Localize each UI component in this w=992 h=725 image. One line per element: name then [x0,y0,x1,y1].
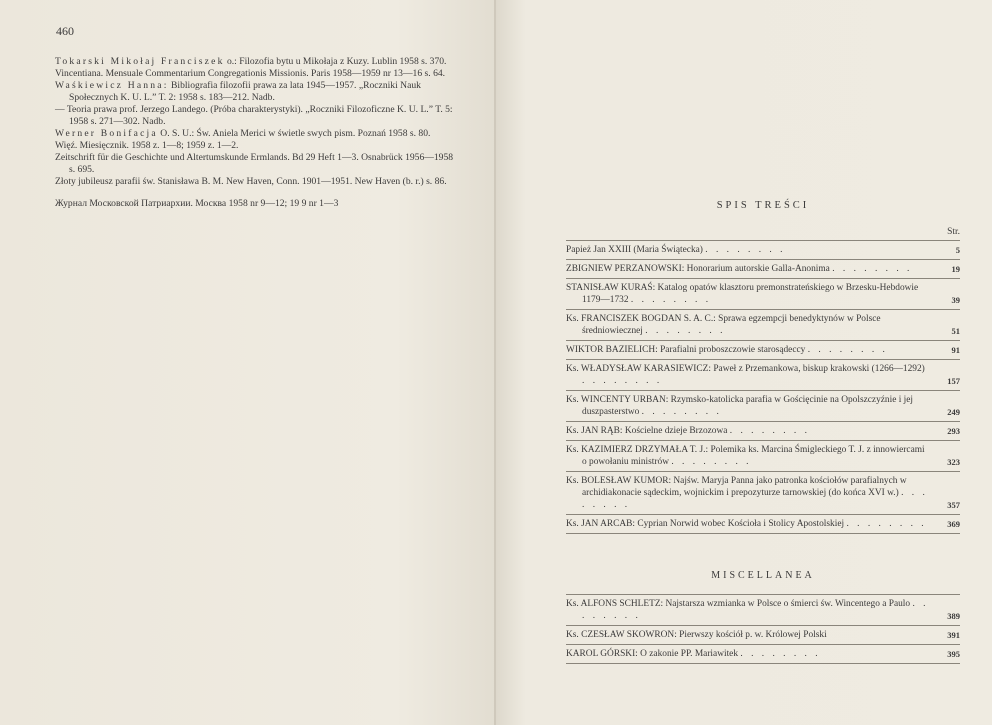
toc-page-number: 357 [947,500,960,510]
toc-entry-title: Ks. CZESŁAW SKOWRON: Pierwszy kościół p. w. Królowej Polski [566,630,827,640]
bibliography-entry [55,176,455,188]
dot-leader: . . . . . . . . [582,599,929,621]
dot-leader: . . . . . . . . [582,376,663,386]
toc-entry-title: ZBIGNIEW PERZANOWSKI: Honorarium autorskie Galla-Anonima [566,264,830,274]
toc-entry-title: Papież Jan XXIII (Maria Świątecka) [566,245,703,255]
toc-page-number: 91 [951,345,960,355]
toc-entry-title: Ks. FRANCISZEK BOGDAN S. A. C.: Sprawa egzempcji benedyktynów w Polsce średniowiecznej [566,314,881,336]
bibliography-entry [55,68,455,80]
toc-entry [566,595,960,626]
toc-page-number: 391 [947,630,960,640]
dot-leader: . . . . . . . . [671,457,752,467]
entry-text: Bibliografia filozofii prawa za lata 1945—1957. „Roczniki Nauk Społecznych K. U. L.” T. 2: 1958 s. 183—212. Nadb. [69,80,421,103]
entry-text: Złoty jubileusz parafii św. Stanisława B. M. New Haven, Conn. 1901—1951. New Haven (b. r.) s. 86. [55,176,447,187]
bibliography-entry [55,104,455,128]
dot-leader: . . . . . . . . [641,407,722,417]
toc-entry-title: Ks. WINCENTY URBAN: Rzymsko-katolicka parafia w Gościęcinie na Opolszczyźnie i jej duszpasterstwo [566,395,914,417]
toc-entry-title: Ks. WŁADYSŁAW KARASIEWICZ: Paweł z Przemankowa, biskup krakowski (1266—1292) [566,364,925,374]
toc-heading: SPIS TREŚCI [716,200,810,211]
toc-entry-title: Ks. KAZIMIERZ DRZYMAŁA T. J.: Polemika ks. Marcina Śmigleckiego T. J. z innowiercami o powołaniu ministrów [566,445,925,467]
entry-author: Werner Bonifacja [55,128,158,139]
toc-entry [566,241,960,260]
dot-leader: . . . . . . . . [582,488,928,510]
miscellanea-heading: MISCELLANEA [711,570,815,581]
toc-page-number: 51 [951,326,960,336]
toc-page-number: 5 [955,245,960,255]
page-number: 460 [56,24,74,38]
table-of-contents [566,200,960,664]
page-column-label: Str. [947,227,960,237]
toc-page-number: 157 [947,376,960,386]
toc-entry-title: KAROL GÓRSKI: O zakonie PP. Mariawitek [566,649,739,659]
toc-entry-title: WIKTOR BAZIELICH: Parafialni proboszczowie starosądeccy [566,345,806,355]
toc-entry [566,279,960,310]
bibliography-entry [55,80,455,104]
toc-page-number: 39 [951,295,960,305]
dot-leader: . . . . . . . . [832,264,913,274]
dot-leader: . . . . . . . . [740,649,821,659]
dot-leader: . . . . . . . . [846,519,927,529]
toc-page-number: 293 [947,426,960,436]
toc-page-number: 323 [947,457,960,467]
toc-page-number: 395 [947,649,960,659]
toc-entry [566,391,960,422]
dot-leader: . . . . . . . . [807,345,888,355]
toc-entry [566,441,960,472]
bibliography-entry [55,152,455,176]
toc-entry [566,360,960,391]
toc-entry [566,422,960,441]
miscellanea-list [566,594,960,664]
toc-entry [566,515,960,534]
toc-entry [566,645,960,664]
entry-text: Zeitschrift für die Geschichte und Altertumskunde Ermlands. Bd 29 Heft 1—3. Osnabrück 1956—1958 s. 695. [55,152,454,175]
toc-page-number: 389 [947,611,960,621]
entry-text: — Teoria prawa prof. Jerzego Landego. (Próba charakterystyki). „Roczniki Filozoficzne K. U. L.” T. 5: 1958 s. 271—302. Nadb. [55,104,453,127]
toc-entry-title: STANISŁAW KURAŚ: Katalog opatów klasztoru premonstrateńskiego w Brzesku-Hebdowie 1179—1732 [566,283,919,305]
toc-page-number: 19 [951,264,960,274]
entry-text: Vincentiana. Mensuale Commentarium Congregationis Missionis. Paris 1958—1959 nr 13—16 s. 64. [55,68,446,79]
dot-leader: . . . . . . . . [729,426,810,436]
dot-leader: . . . . . . . . [630,295,712,305]
entry-author: Waśkiewicz Hanna: [55,80,169,91]
toc-entry [566,310,960,341]
toc-page-number: 369 [947,519,960,529]
entry-author: Tokarski Mikołaj Franciszek [55,56,225,67]
toc-entry [566,472,960,515]
bibliography-entry [55,140,455,152]
bibliography-entry [55,198,455,210]
toc-page-number: 249 [947,407,960,417]
toc-entry-title: Ks. JAN RĄB: Kościelne dzieje Brzozowa [566,426,728,436]
entry-text: o.: Filozofia bytu u Mikołaja z Kuzy. Lublin 1958 s. 370. [226,56,447,67]
toc-entry [566,260,960,279]
toc-entry [566,341,960,360]
bibliography-entry [55,128,455,140]
entry-text: O. S. U.: Św. Aniela Merici w świetle swych pism. Poznań 1958 s. 80. [160,128,431,139]
toc-entry [566,626,960,645]
toc-entry-title: Ks. ALFONS SCHLETZ: Najstarsza wzmianka w Polsce o śmierci św. Wincentego a Paulo [566,599,911,609]
toc-entry-title: Ks. JAN ARCAB: Cyprian Norwid wobec Kościoła i Stolicy Apostolskiej [566,519,845,529]
toc-list [566,240,960,534]
bibliography-list [55,56,455,210]
dot-leader: . . . . . . . . [705,245,786,255]
bibliography-entry [55,56,455,68]
entry-text: Więź. Miesięcznik. 1958 z. 1—8; 1959 z. 1—2. [55,140,239,151]
dot-leader: . . . . . . . . [645,326,726,336]
toc-entry-title: Ks. BOLESŁAW KUMOR: Najśw. Maryja Panna jako patronka kościołów parafialnych w archidiakonacie sądeckim, wojnickim i prepozyturze tarnowskiej (do końca XVI w.) [566,476,907,498]
entry-text: Журнал Московской Патриархии. Москва 1958 nr 9—12; 19 9 nr 1—3 [55,198,339,209]
